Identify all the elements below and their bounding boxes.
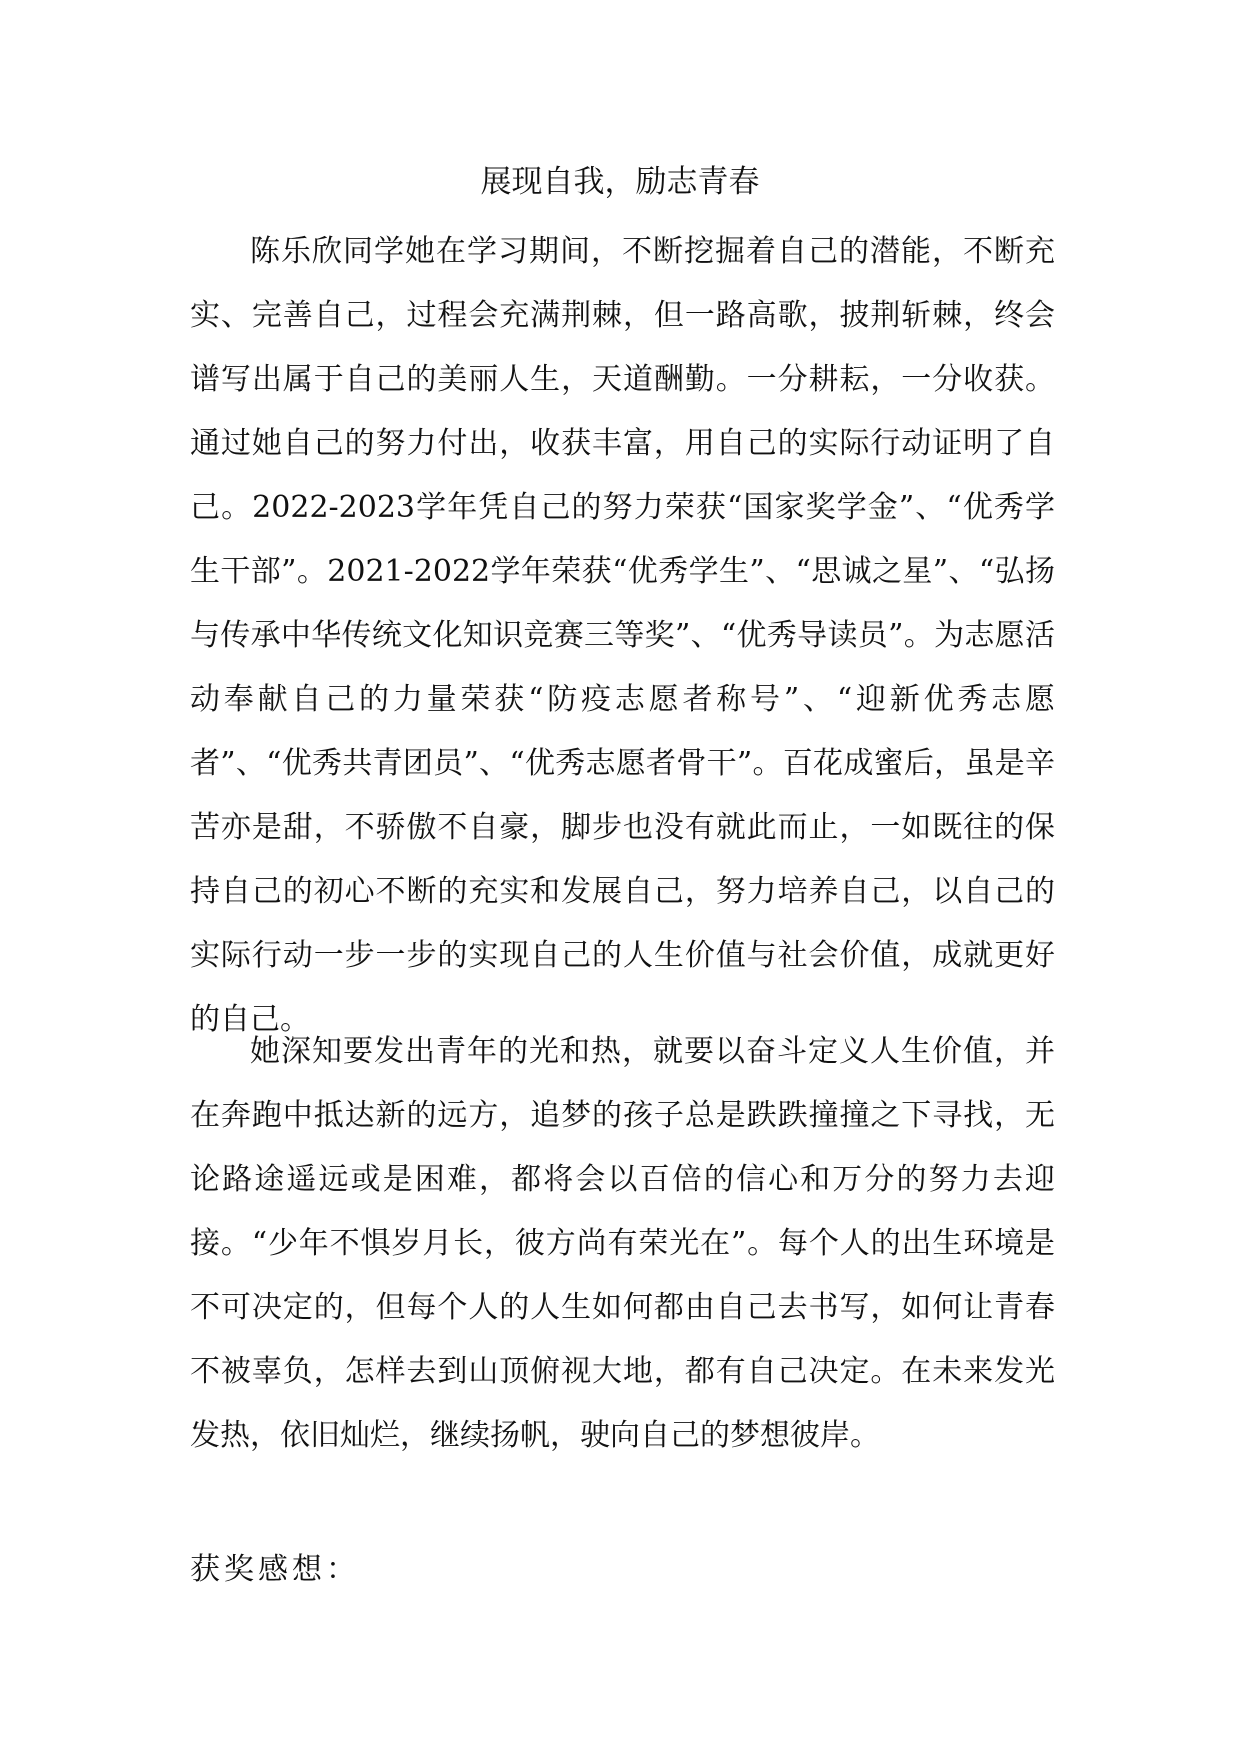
document-title: 展现自我，励志青春 bbox=[480, 164, 760, 200]
paragraph-achievements: 陈乐欣同学她在学习期间，不断挖掘着自己的潜能，不断充实、完善自己，过程会充满荆棘，但一路高歌，披荆斩棘，终会谱写出属于自己的美丽人生，天道酬勤。一分耕耘，一分收获。通过她自己的努力付出，收获丰富，用自己的实际行动证明了自己。2022-2023学年凭自己的努力荣获“国家奖学金”、“优秀学生干部”。2021-2022学年荣获“优秀学生”、“思诚之星”、“弘扬与传承中华传统文化知识竞赛三等奖”、“优秀导读员”。为志愿活动奉献自己的力量荣获“防疫志愿者称号”、“迎新优秀志愿者”、“优秀共青团员”、“优秀志愿者骨干”。百花成蜜后，虽是辛苦亦是甜，不骄傲不自豪，脚步也没有就此而止，一如既往的保持自己的初心不断的充实和发展自己，努力培养自己，以自己的实际行动一步一步的实现自己的人生价值与社会价值，成就更好的自己。 bbox=[190, 234, 1055, 1037]
paragraph-aspirations: 她深知要发出青年的光和热，就要以奋斗定义人生价值，并在奔跑中抵达新的远方，追梦的孩子总是跌跌撞撞之下寻找，无论路途遥远或是困难，都将会以百倍的信心和万分的努力去迎接。“少年不惧岁月长，彼方尚有荣光在”。每个人的出生环境是不可决定的，但每个人的人生如何都由自己去书写，如何让青春不被辜负，怎样去到山顶俯视大地，都有自己决定。在未来发光发热，依旧灿烂，继续扬帆，驶向自己的梦想彼岸。 bbox=[190, 1034, 1055, 1453]
award-reflection-heading: 获奖感想： bbox=[190, 1552, 360, 1587]
